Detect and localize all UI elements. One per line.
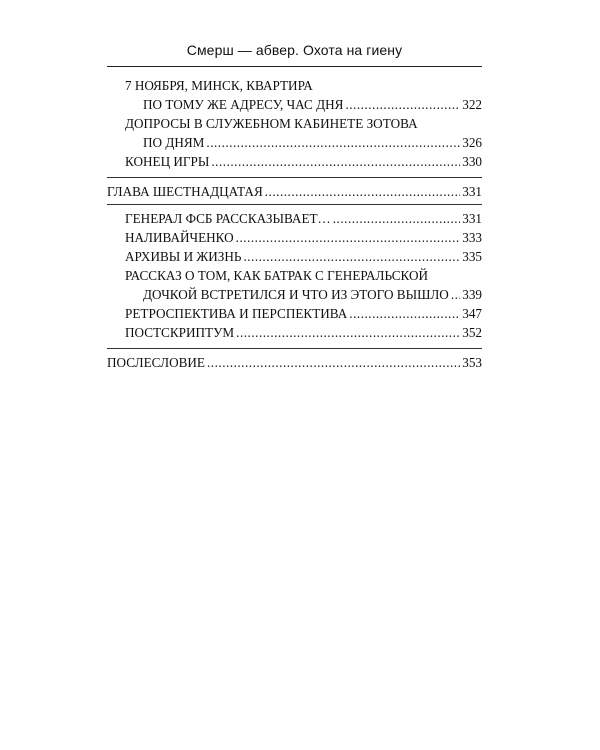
toc-page-number: 331 xyxy=(462,184,482,199)
toc-entry-title: ДОЧКОЙ ВСТРЕТИЛСЯ И ЧТО ИЗ ЭТОГО ВЫШЛО xyxy=(143,287,449,302)
toc-entry-title: АРХИВЫ И ЖИЗНЬ xyxy=(125,249,242,264)
toc-entry-title: 7 НОЯБРЯ, МИНСК, КВАРТИРА xyxy=(125,78,313,93)
toc-entry-title: ПОСТСКРИПТУМ xyxy=(125,325,235,340)
dot-leader xyxy=(345,95,460,114)
toc-entry-fsb-general xyxy=(125,209,482,228)
toc-entry-title: ПО ДНЯМ xyxy=(143,135,205,150)
toc-page-number: 347 xyxy=(462,306,482,321)
table-of-contents xyxy=(107,76,482,372)
toc-entry-title: ГЕНЕРАЛ ФСБ РАССКАЗЫВАЕТ… xyxy=(125,211,331,226)
header-rule xyxy=(107,66,482,67)
toc-entry-batrak-story xyxy=(125,266,482,304)
toc-entry-interrogations xyxy=(125,114,482,152)
toc-page-number: 353 xyxy=(462,355,482,370)
toc-page-number: 339 xyxy=(462,287,482,302)
toc-chapter-sixteen xyxy=(107,182,482,201)
running-head: Смерш — абвер. Охота на гиену xyxy=(186,42,403,58)
toc-page-number: 352 xyxy=(462,325,482,340)
toc-afterword xyxy=(107,353,482,372)
section-divider xyxy=(107,177,482,178)
dot-leader xyxy=(349,304,460,323)
dot-leader xyxy=(206,133,460,152)
dot-leader xyxy=(236,228,461,247)
dot-leader xyxy=(236,323,460,342)
toc-page-number: 331 xyxy=(462,211,482,226)
dot-leader xyxy=(265,182,460,201)
section-divider xyxy=(107,204,482,205)
toc-page-number: 335 xyxy=(462,249,482,264)
toc-entry-end-of-game xyxy=(125,152,482,171)
toc-entry-minsk-apartment xyxy=(125,76,482,114)
toc-entry-title: ДОПРОСЫ В СЛУЖЕБНОМ КАБИНЕТЕ ЗОТОВА xyxy=(125,116,418,131)
toc-entry-title: РЕТРОСПЕКТИВА И ПЕРСПЕКТИВА xyxy=(125,306,348,321)
toc-entry-title: РАССКАЗ О ТОМ, КАК БАТРАК С ГЕНЕРАЛЬСКОЙ xyxy=(125,268,429,283)
dot-leader xyxy=(207,353,460,372)
dot-leader xyxy=(211,152,460,171)
toc-entry-title: КОНЕЦ ИГРЫ xyxy=(125,154,210,169)
toc-entry-retrospective xyxy=(125,304,482,323)
toc-page-number: 322 xyxy=(462,97,482,112)
dot-leader xyxy=(451,285,460,304)
toc-entry-title: НАЛИВАЙЧЕНКО xyxy=(125,230,234,245)
toc-entry-nalyvaichenko xyxy=(125,228,482,247)
toc-chapter-title: ГЛАВА ШЕСТНАДЦАТАЯ xyxy=(107,184,263,199)
toc-page-number: 333 xyxy=(462,230,482,245)
toc-entry-postscript xyxy=(125,323,482,342)
section-divider xyxy=(107,348,482,349)
toc-page-number: 330 xyxy=(462,154,482,169)
toc-chapter-title: ПОСЛЕСЛОВИЕ xyxy=(107,355,205,370)
toc-page-number: 326 xyxy=(462,135,482,150)
toc-entry-title: ПО ТОМУ ЖЕ АДРЕСУ, ЧАС ДНЯ xyxy=(143,97,344,112)
dot-leader xyxy=(243,247,460,266)
dot-leader xyxy=(333,209,460,228)
toc-entry-archives xyxy=(125,247,482,266)
